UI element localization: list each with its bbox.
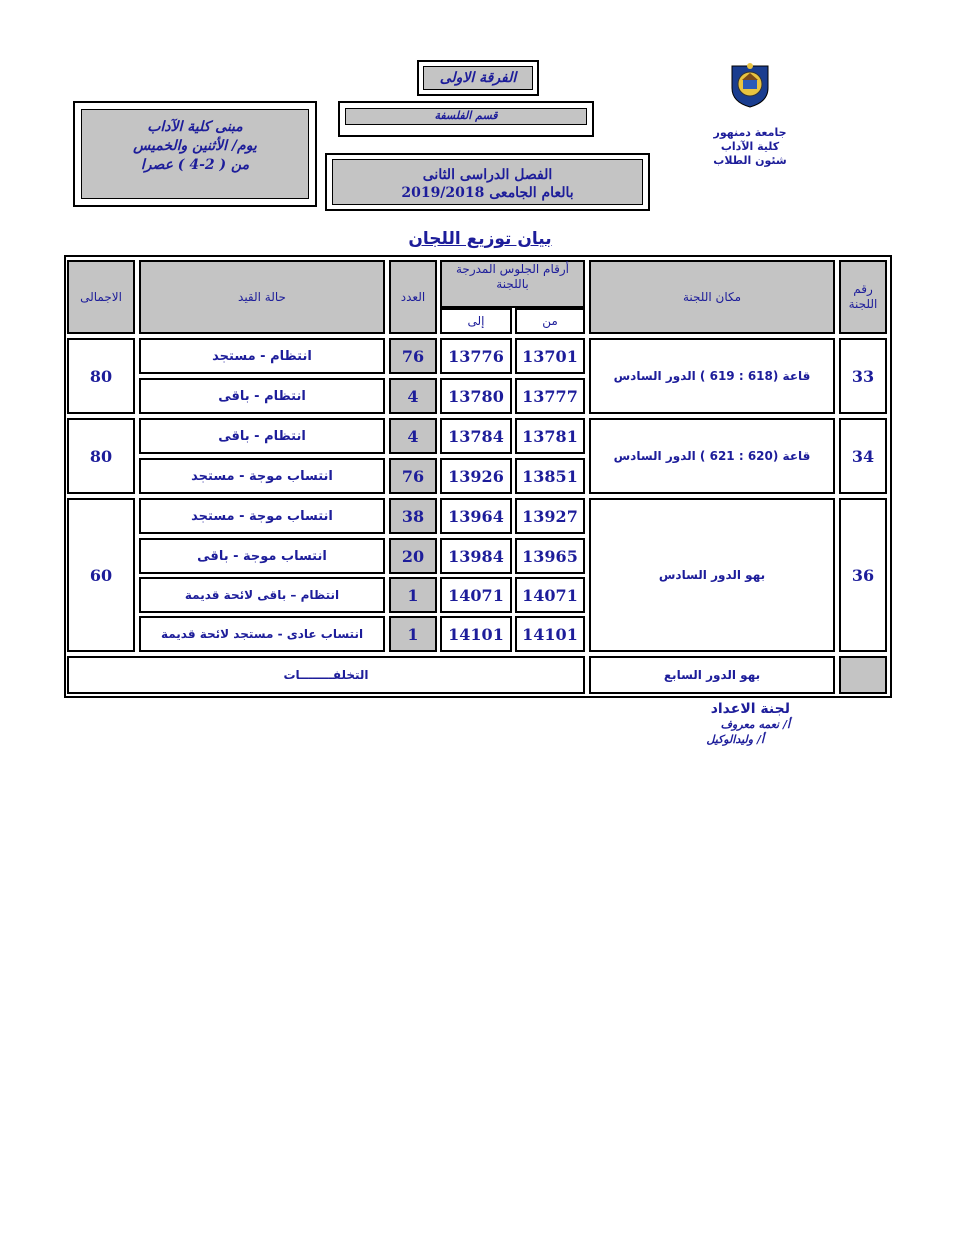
seat-to: 13780: [440, 378, 512, 414]
seat-from: 13927: [515, 498, 585, 534]
committee-total: 60: [67, 498, 135, 652]
preparation-committee: [650, 701, 790, 747]
last-row-committee-no: [839, 656, 887, 694]
student-affairs: شئون الطلاب: [713, 154, 787, 167]
seat-to: 14101: [440, 616, 512, 652]
committee-label: لجنة الاعداد: [710, 701, 790, 717]
row-status: انتساب موجة - باقى: [139, 538, 385, 574]
row-status: انتظام - مستجد: [139, 338, 385, 374]
building-line: مبنى كلية الآداب: [147, 119, 243, 135]
committee-location: قاعة (618 : 619 ) الدور السادس: [589, 338, 835, 414]
grade-label: الفرقة الاولى: [423, 66, 533, 90]
header-seat-numbers: أرقام الجلوس المدرجة باللجنة: [440, 260, 585, 308]
committee-no: 36: [839, 498, 887, 652]
committee-member: أ/ وليدالوكيل: [706, 733, 764, 746]
row-status: انتساب عادى - مستجد لائحة قديمة: [139, 616, 385, 652]
committee-no: 33: [839, 338, 887, 414]
page-title: بيان توزيع اللجان: [408, 229, 552, 249]
row-count: 4: [389, 418, 437, 454]
seat-from: 14101: [515, 616, 585, 652]
committee-location: قاعة (620 : 621 ) الدور السادس: [589, 418, 835, 494]
header-from: من: [515, 308, 585, 334]
header-to: إلى: [440, 308, 512, 334]
header-count: العدد: [389, 260, 437, 334]
row-count: 38: [389, 498, 437, 534]
seat-to: 13984: [440, 538, 512, 574]
department-label: قسم الفلسفة: [345, 108, 587, 125]
university-name: جامعة دمنهور: [713, 126, 787, 139]
seat-from: 13777: [515, 378, 585, 414]
row-count: 1: [389, 616, 437, 652]
row-count: 76: [389, 338, 437, 374]
seat-to: 13964: [440, 498, 512, 534]
department-box: [338, 101, 594, 137]
header-status: حالة القيد: [139, 260, 385, 334]
row-status: انتظام - باقى: [139, 378, 385, 414]
row-count: 20: [389, 538, 437, 574]
days-line: يوم/ الأثنين والخميس: [133, 138, 257, 154]
university-logo: [728, 60, 772, 108]
building-box: [73, 101, 317, 207]
faculty-name: كلية الآداب: [720, 140, 780, 153]
header-total: الاجمالى: [67, 260, 135, 334]
header-committee-no: رقم اللجنة: [839, 260, 887, 334]
row-count: 1: [389, 577, 437, 613]
seat-from: 13781: [515, 418, 585, 454]
semester-box: [325, 153, 650, 211]
row-status: انتظام – باقى لائحة قديمة: [139, 577, 385, 613]
seat-to: 13784: [440, 418, 512, 454]
seat-from: 13701: [515, 338, 585, 374]
seat-to: 14071: [440, 577, 512, 613]
header-location: مكان اللجنة: [589, 260, 835, 334]
seat-from: 14071: [515, 577, 585, 613]
semester-line: الفصل الدراسى الثانى: [422, 167, 553, 183]
time-line: من ( 2-4 ) عصرا: [140, 157, 250, 173]
row-count: 76: [389, 458, 437, 494]
last-row-location: بهو الدور السابع: [589, 656, 835, 694]
absentees-label: التخلفــــــــات: [67, 656, 585, 694]
committee-total: 80: [67, 338, 135, 414]
row-status: انتساب موجة - مستجد: [139, 498, 385, 534]
row-status: انتظام - باقى: [139, 418, 385, 454]
committee-member: أ/ نعمه معروف: [720, 718, 790, 731]
committee-no: 34: [839, 418, 887, 494]
seat-to: 13776: [440, 338, 512, 374]
grade-box: [417, 60, 539, 96]
seat-from: 13851: [515, 458, 585, 494]
row-count: 4: [389, 378, 437, 414]
seat-from: 13965: [515, 538, 585, 574]
committee-location: بهو الدور السادس: [589, 498, 835, 652]
academic-year: بالعام الجامعى 2019/2018: [401, 185, 574, 201]
committee-total: 80: [67, 418, 135, 494]
row-status: انتساب موجة - مستجد: [139, 458, 385, 494]
seat-to: 13926: [440, 458, 512, 494]
